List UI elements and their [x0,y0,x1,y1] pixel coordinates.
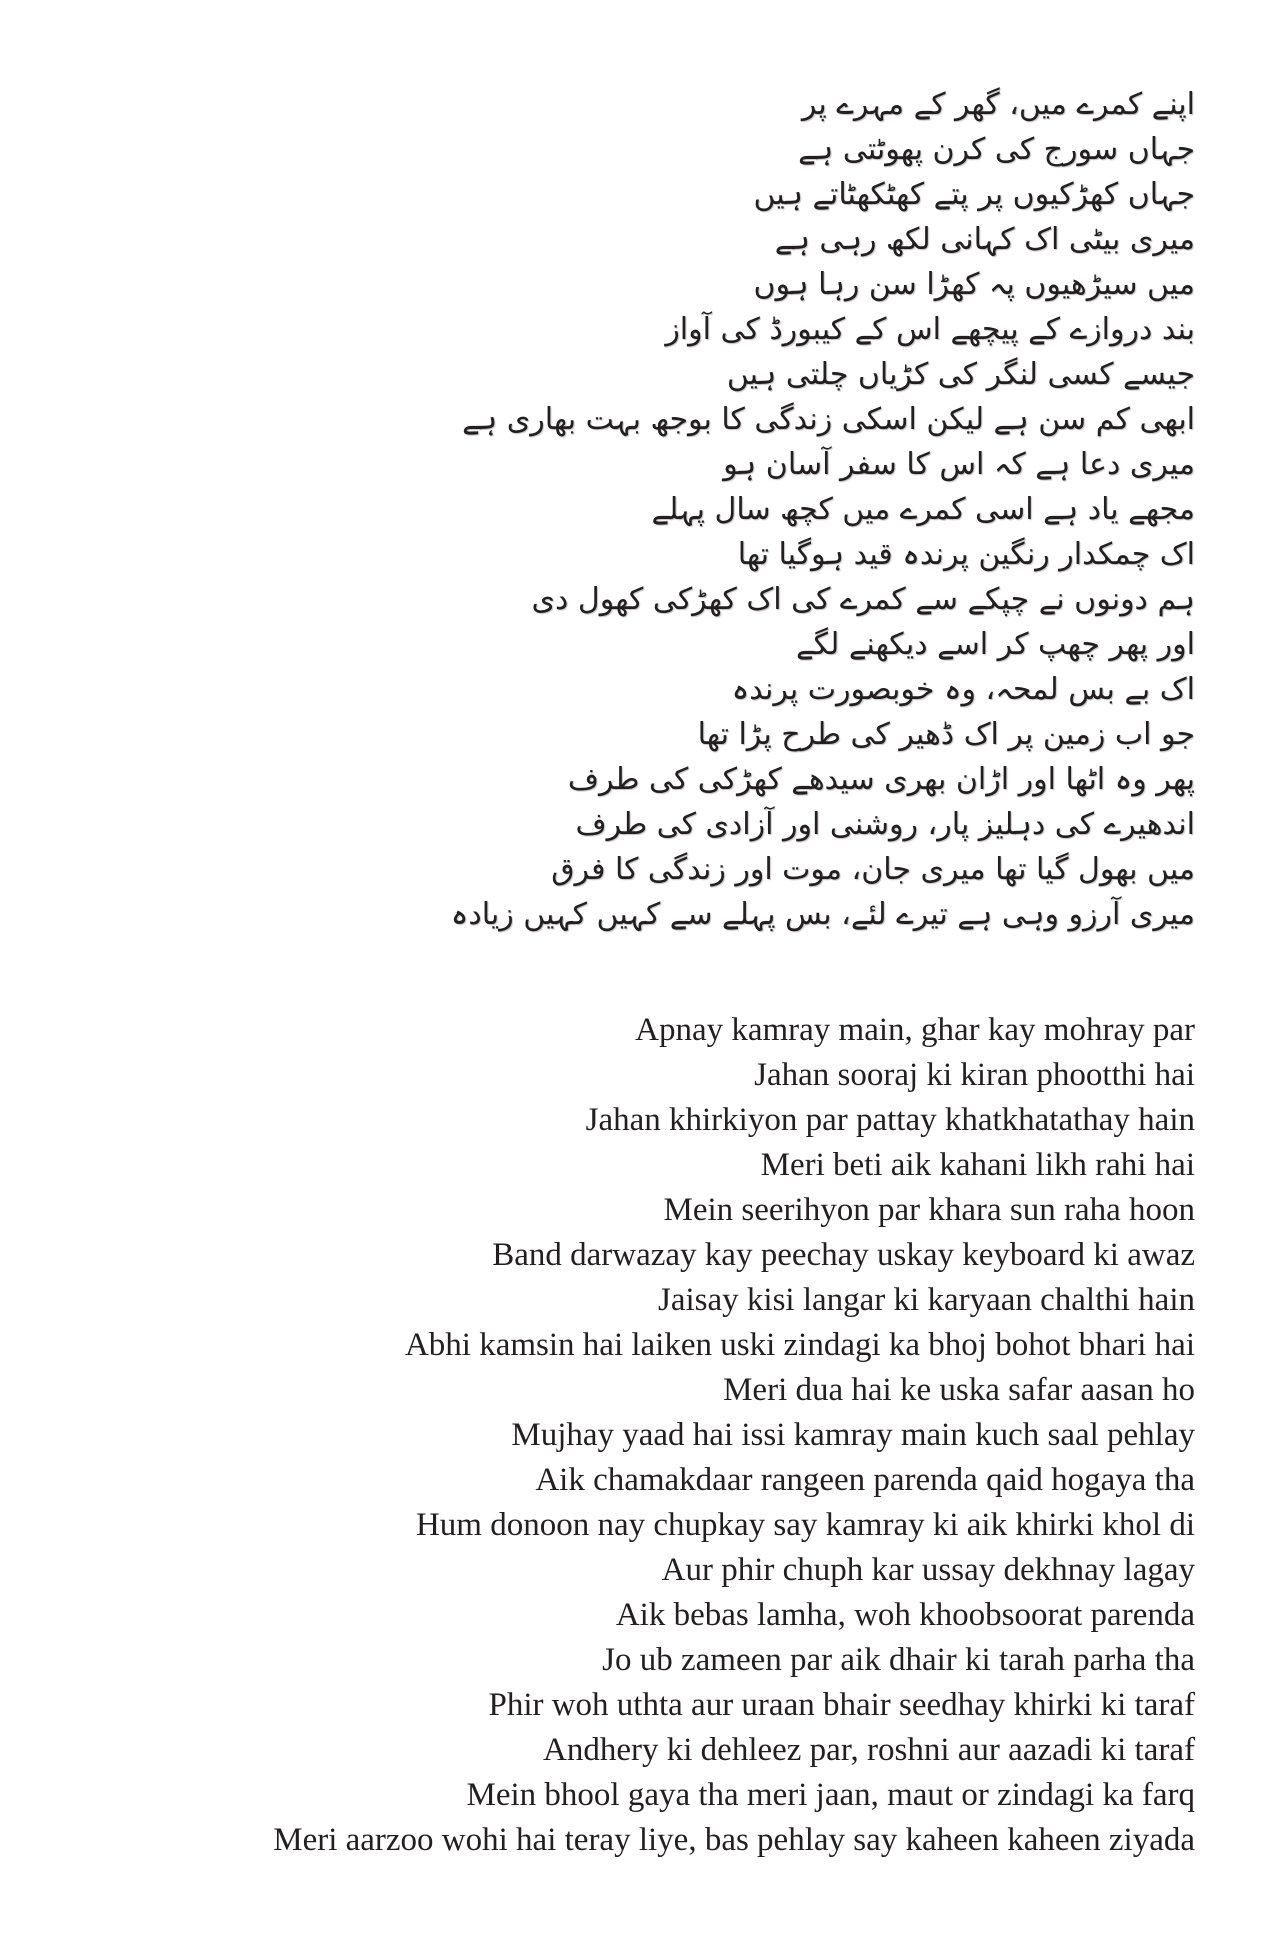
roman-line: Aur phir chuph kar ussay dekhnay lagay [661,1552,1195,1588]
roman-line: Mein bhool gaya tha meri jaan, maut or zindagi ka farq [466,1777,1195,1813]
urdu-line: میری بیٹی اک کہانی لکھ رہی ہے [774,222,1195,257]
roman-line: Jo ub zameen par aik dhair ki tarah parha tha [602,1642,1195,1678]
roman-line: Jahan khirkiyon par pattay khatkhatathay hain [585,1102,1195,1138]
urdu-line: جہاں کھڑکیوں پر پتے کھٹکھٹاتے ہیں [753,177,1195,212]
urdu-line: اک بے بس لمحہ، وہ خوبصورت پرندہ [731,672,1195,707]
urdu-line: بند دروازے کے پیچھے اس کے کیبورڈ کی آواز [665,312,1195,347]
urdu-line: میں سیڑھیوں پہ کھڑا سن رہا ہوں [753,267,1195,302]
roman-line: Aik chamakdaar rangeen parenda qaid hogaya tha [535,1462,1195,1498]
urdu-line: اندھیرے کی دہلیز پار، روشنی اور آزادی کی طرف [575,807,1195,842]
roman-line: Hum donoon nay chupkay say kamray ki aik khirki khol di [415,1507,1195,1543]
urdu-line: اپنے کمرے میں، گھر کے مہرے پر [801,87,1195,122]
roman-line: Phir woh uthta aur uraan bhair seedhay khirki ki taraf [488,1687,1195,1723]
roman-line: Meri beti aik kahani likh rahi hai [760,1147,1195,1183]
roman-line: Mujhay yaad hai issi kamray main kuch saal pehlay [511,1417,1195,1453]
roman-line: Jahan sooraj ki kiran phootthi hai [754,1057,1195,1093]
roman-line: Jaisay kisi langar ki karyaan chalthi hain [658,1282,1195,1318]
urdu-line: میری آرزو وہی ہے تیرے لئے، بس پہلے سے کہیں کہیں زیادہ [450,897,1195,932]
roman-line: Band darwazay kay peechay uskay keyboard ki awaz [492,1237,1195,1273]
urdu-line: پھر وہ اٹھا اور اڑان بھری سیدھے کھڑکی کی طرف [567,762,1195,797]
urdu-line: مجھے یاد ہے اسی کمرے میں کچھ سال پہلے [651,492,1195,527]
urdu-line: ابھی کم سن ہے لیکن اسکی زندگی کا بوجھ بہت بھاری ہے [462,402,1195,437]
roman-line: Mein seerihyon par khara sun raha hoon [663,1192,1195,1228]
urdu-line: اور پھر چھپ کر اسے دیکھنے لگے [796,627,1195,662]
roman-line: Meri dua hai ke uska safar aasan ho [723,1372,1195,1408]
urdu-poem-block [95,82,1195,937]
urdu-line: میری دعا ہے کہ اس کا سفر آسان ہو [723,447,1195,482]
roman-urdu-poem-block [0,1008,1195,1863]
roman-line: Andhery ki dehleez par, roshni aur aazadi ki taraf [543,1732,1195,1768]
urdu-line: میں بھول گیا تھا میری جان، موت اور زندگی کا فرق [551,852,1195,887]
roman-line: Abhi kamsin hai laiken uski zindagi ka bhoj bohot bhari hai [404,1327,1195,1363]
roman-line: Aik bebas lamha, woh khoobsoorat parenda [615,1597,1195,1633]
roman-line: Apnay kamray main, ghar kay mohray par [635,1012,1195,1048]
urdu-line: جہاں سورج کی کرن پھوٹتی ہے [798,132,1195,167]
roman-line: Meri aarzoo wohi hai teray liye, bas pehlay say kaheen kaheen ziyada [273,1822,1195,1858]
urdu-line: جیسے کسی لنگر کی کڑیاں چلتی ہیں [726,357,1195,392]
urdu-line: جو اب زمین پر اک ڈھیر کی طرح پڑا تھا [697,717,1195,752]
urdu-line: ہم دونوں نے چپکے سے کمرے کی اک کھڑکی کھول دی [531,582,1195,617]
urdu-line: اک چمکدار رنگین پرندہ قید ہوگیا تھا [737,537,1195,572]
